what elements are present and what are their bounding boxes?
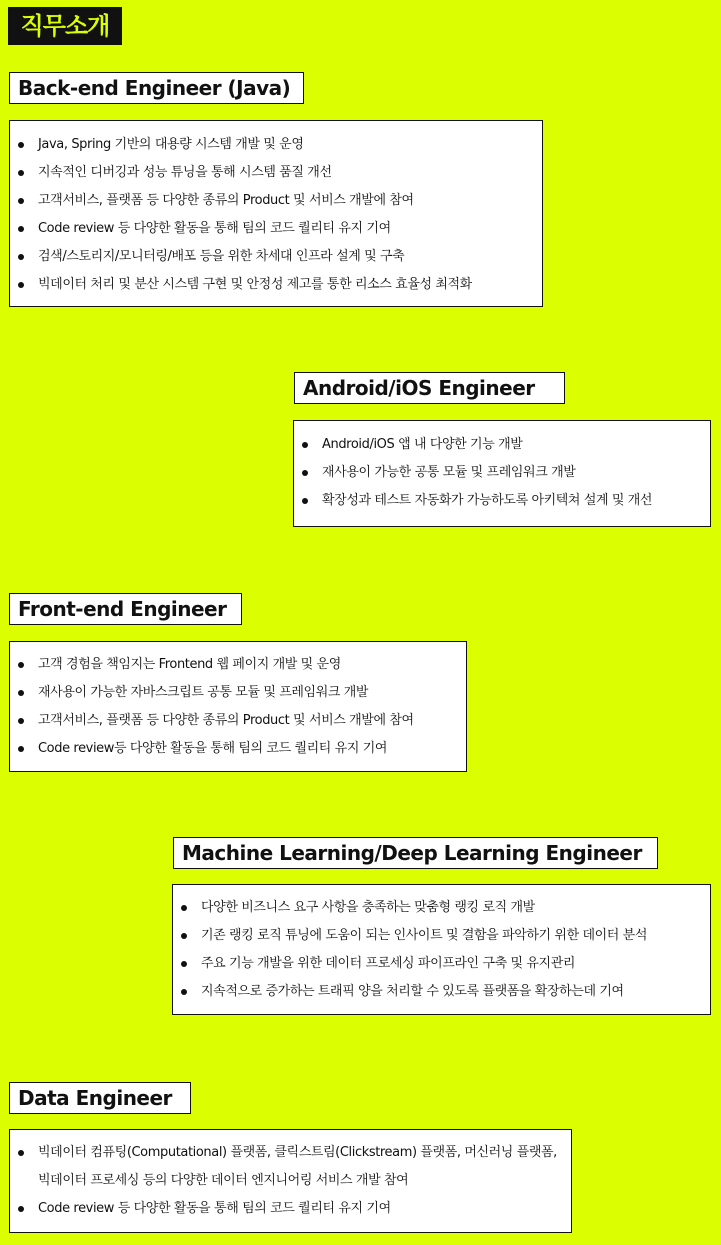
section-title-ml: Machine Learning/Deep Learning Engineer	[173, 837, 658, 869]
list-item: Code review 등 다양한 활동을 통해 팀의 코드 퀄리티 유지 기여	[10, 215, 542, 243]
list-item: 확장성과 테스트 자동화가 가능하도록 아키텍쳐 설계 및 개선	[294, 487, 710, 515]
responsibility-list	[173, 894, 710, 1006]
list-item: 주요 기능 개발을 위한 데이터 프로세싱 파이프라인 구축 및 유지관리	[173, 950, 710, 978]
responsibility-list	[294, 431, 710, 515]
section-box-ml	[172, 884, 711, 1015]
section-title-data: Data Engineer	[9, 1082, 191, 1114]
list-item: 재사용이 가능한 자바스크립트 공통 모듈 및 프레임워크 개발	[10, 679, 466, 707]
list-item: 지속적으로 증가하는 트래픽 양을 처리할 수 있도록 플랫폼을 확장하는데 기여	[173, 978, 710, 1006]
responsibility-list	[10, 131, 542, 299]
section-title-frontend: Front-end Engineer	[9, 593, 242, 625]
list-item: Android/iOS 앱 내 다양한 기능 개발	[294, 431, 710, 459]
list-item: 고객 경험을 책임지는 Frontend 웹 페이지 개발 및 운영	[10, 651, 466, 679]
page-title: 직무소개	[8, 7, 122, 45]
section-title-mobile: Android/iOS Engineer	[294, 372, 565, 404]
list-item: Code review 등 다양한 활동을 통해 팀의 코드 퀄리티 유지 기여	[10, 1195, 557, 1223]
section-box-frontend	[9, 641, 467, 772]
list-item: 고객서비스, 플랫폼 등 다양한 종류의 Product 및 서비스 개발에 참여	[10, 187, 542, 215]
list-item: 고객서비스, 플랫폼 등 다양한 종류의 Product 및 서비스 개발에 참여	[10, 707, 466, 735]
responsibility-list	[10, 1139, 557, 1223]
section-title-backend: Back-end Engineer (Java)	[9, 72, 304, 104]
list-item: 빅데이터 컴퓨팅(Computational) 플랫폼, 클릭스트림(Clickstream) 플랫폼, 머신러닝 플랫폼, 빅데이터 프로세싱 등의 다양한 데이터 엔지니어링 서비스 개발 참여	[10, 1139, 557, 1195]
responsibility-list	[10, 651, 466, 763]
list-item: Code review등 다양한 활동을 통해 팀의 코드 퀄리티 유지 기여	[10, 735, 466, 763]
section-box-mobile	[293, 420, 711, 527]
list-item: 검색/스토리지/모니터링/배포 등을 위한 차세대 인프라 설계 및 구축	[10, 243, 542, 271]
list-item: 빅데이터 처리 및 분산 시스템 구현 및 안정성 제고를 통한 리소스 효율성 최적화	[10, 271, 542, 299]
list-item: 지속적인 디버깅과 성능 튜닝을 통해 시스템 품질 개선	[10, 159, 542, 187]
list-item: 다양한 비즈니스 요구 사항을 충족하는 맞춤형 랭킹 로직 개발	[173, 894, 710, 922]
list-item: 기존 랭킹 로직 튜닝에 도움이 되는 인사이트 및 결함을 파악하기 위한 데이터 분석	[173, 922, 710, 950]
section-box-backend	[9, 120, 543, 307]
list-item: 재사용이 가능한 공통 모듈 및 프레임워크 개발	[294, 459, 710, 487]
section-box-data	[9, 1129, 572, 1233]
list-item: Java, Spring 기반의 대용량 시스템 개발 및 운영	[10, 131, 542, 159]
